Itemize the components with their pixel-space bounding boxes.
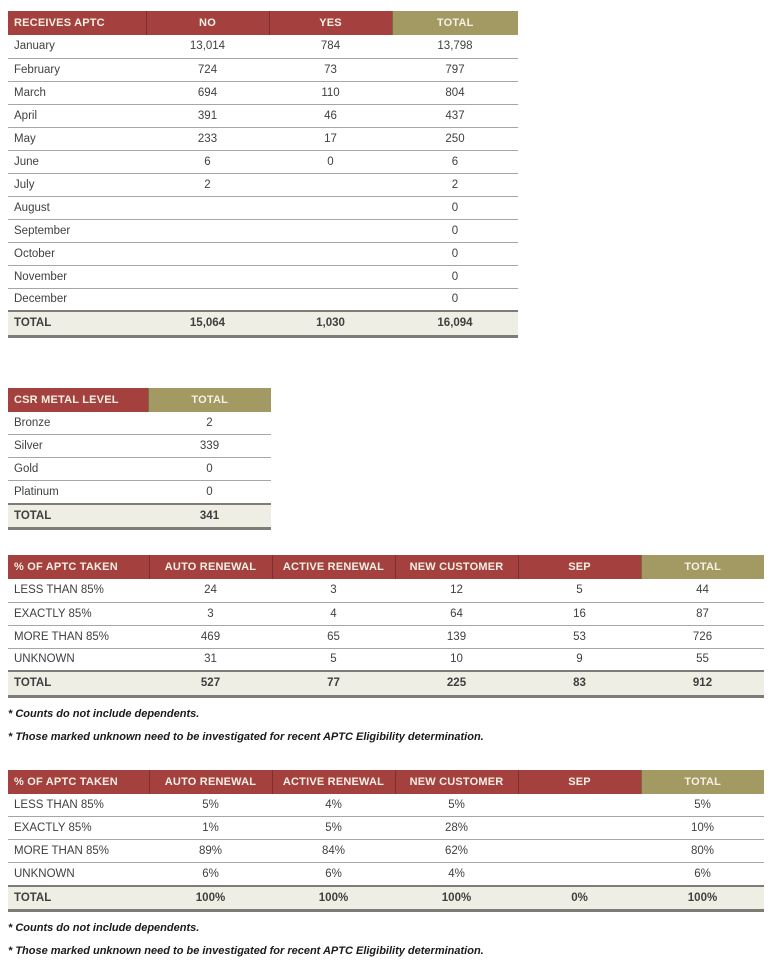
cell: 797 [445,63,465,76]
header-row [8,388,271,412]
cell: 44 [696,584,709,597]
table-row [8,579,764,602]
row-label: April [14,109,38,122]
cell: 3 [207,607,214,620]
cell: 139 [446,630,467,643]
cell: 2 [206,416,213,429]
cell: 73 [324,63,337,76]
cell: 694 [197,86,218,99]
cell: 804 [445,86,465,99]
column-header-total: TOTAL [641,770,764,794]
row-label: LESS THAN 85% [14,798,104,811]
cell: 12 [450,584,463,597]
header-row [8,11,518,35]
column-header-sep: SEP [518,770,641,794]
table-row [8,58,518,81]
cell: 100% [687,891,718,904]
cell: 15,064 [189,317,226,330]
row-label: Gold [14,463,39,475]
table-row [8,81,518,104]
table-row [8,840,764,863]
table-row [8,602,764,625]
footnote-dependents-percent: * Counts do not include dependents. [8,922,200,934]
cell: 6 [451,155,459,168]
cell [518,794,641,817]
cell [269,288,392,311]
table-row [8,648,764,671]
column-header-active-renewal: ACTIVE RENEWAL [272,770,395,794]
cell: 100% [318,891,349,904]
cell: 437 [445,109,465,122]
cell: 0 [451,270,459,283]
cell: 100% [195,891,226,904]
table-row [8,625,764,648]
table-row [8,435,271,458]
cell: 6% [202,867,219,880]
table-row [8,196,518,219]
cell: 77 [327,677,340,690]
cell: 250 [445,132,465,145]
cell: 225 [446,677,467,690]
cell: 5% [694,798,711,811]
cell: 83 [573,677,586,690]
cell [146,288,269,311]
row-label: MORE THAN 85% [14,630,110,643]
row-label: July [14,178,35,191]
cell [518,863,641,886]
cell [269,242,392,265]
cell: 2 [204,178,211,191]
column-header-total: TOTAL [392,11,518,35]
header-row [8,555,764,579]
aptc-taken-percent-table [8,770,764,913]
header-row [8,770,764,794]
cell [146,219,269,242]
cell: 5 [576,584,583,597]
row-label: TOTAL [14,509,52,522]
cell: 0 [451,247,459,260]
cell [269,219,392,242]
table-row [8,817,764,840]
cell [269,265,392,288]
column-header-auto-renewal: AUTO RENEWAL [149,770,272,794]
table-row [8,863,764,886]
cell: 0 [327,155,334,168]
row-label: EXACTLY 85% [14,607,92,620]
cell: 100% [441,891,472,904]
cell: 17 [324,132,337,145]
cell: 31 [204,653,217,666]
cell: 1,030 [316,317,345,330]
column-header-of-aptc-taken: % OF APTC TAKEN [8,770,149,794]
cell: 53 [573,630,586,643]
cell: 3 [330,584,337,597]
cell: 10 [450,653,463,666]
footnote-unknown-counts: * Those marked unknown need to be investigated for recent APTC Eligibility determination. [8,730,484,743]
row-label: UNKNOWN [14,653,75,666]
row-label: January [14,40,55,53]
cell: 55 [696,653,709,666]
row-label: August [14,201,50,214]
cell: 6% [325,867,342,880]
column-header-sep: SEP [518,555,641,579]
cell: 912 [692,677,713,690]
row-label: EXACTLY 85% [14,822,92,834]
cell: 341 [199,509,220,522]
cell [269,196,392,219]
row-label: Bronze [14,416,51,429]
cell: 64 [450,607,463,620]
table-row [8,412,271,435]
cell: 6 [204,155,211,168]
cell: 6% [694,867,711,880]
cell: 28% [444,822,469,834]
cell: 4% [325,798,342,811]
total-row [8,311,518,336]
cell: 1% [202,822,219,834]
table-row [8,242,518,265]
cell: 62% [444,845,469,857]
column-header-total: TOTAL [148,388,271,412]
cell: 80% [690,845,715,857]
cell: 13,014 [189,40,226,53]
cell: 233 [197,132,218,145]
cell: 110 [321,86,340,99]
cell: 16 [573,607,586,620]
table-row [8,458,271,481]
column-header-no: NO [146,11,269,35]
footnote-dependents-counts: * Counts do not include dependents. [8,707,200,720]
total-row [8,886,764,911]
cell: 4% [448,867,465,880]
receives-aptc-table [8,11,518,338]
cell: 0 [206,485,213,498]
total-row [8,671,764,696]
cell: 724 [197,63,218,76]
row-label: February [14,63,61,76]
aptc-taken-count-table [8,555,764,698]
cell: 16,094 [437,317,473,330]
table-row [8,35,518,58]
table-row [8,288,518,311]
row-label: December [14,293,68,306]
table-row [8,219,518,242]
cell: 784 [320,40,341,53]
cell [269,173,392,196]
table-row [8,265,518,288]
cell: 339 [199,440,220,452]
row-label: Silver [14,440,43,452]
column-header-csr-metal-level: CSR METAL LEVEL [8,388,148,412]
column-header-yes: YES [269,11,392,35]
cell [518,840,641,863]
row-label: MORE THAN 85% [14,845,110,857]
cell: 46 [324,109,337,122]
row-label: May [14,132,36,145]
total-row [8,504,271,529]
cell [146,265,269,288]
table-row [8,481,271,504]
cell: 5 [330,653,337,666]
cell: 0 [451,293,459,306]
cell: 5% [325,822,342,834]
column-header-receives-aptc: RECEIVES APTC [8,11,146,35]
footnote-unknown-percent: * Those marked unknown need to be investigated for recent APTC Eligibility determination. [8,945,484,957]
cell: 4 [330,607,337,620]
row-label: November [14,270,68,283]
cell: 0 [206,463,213,475]
cell: 726 [692,630,713,643]
column-header-total: TOTAL [641,555,764,579]
row-label: September [14,224,71,237]
column-header-auto-renewal: AUTO RENEWAL [149,555,272,579]
row-label: TOTAL [14,317,52,330]
cell: 87 [696,607,709,620]
row-label: Platinum [14,485,59,498]
row-label: March [14,86,46,99]
row-label: June [14,155,39,168]
cell: 13,798 [437,40,473,53]
cell: 65 [327,630,340,643]
cell: 2 [451,178,459,191]
column-header-active-renewal: ACTIVE RENEWAL [272,555,395,579]
row-label: October [14,247,55,260]
column-header-new-customer: NEW CUSTOMER [395,555,518,579]
cell: 0 [451,201,459,214]
table-row [8,127,518,150]
table-row [8,150,518,173]
csr-metal-level-table [8,388,271,531]
row-label: UNKNOWN [14,867,75,880]
cell [146,196,269,219]
cell: 0% [571,891,588,904]
cell: 391 [197,109,218,122]
row-label: TOTAL [14,891,52,904]
row-label: TOTAL [14,677,52,690]
table-row [8,173,518,196]
cell: 5% [448,798,465,811]
cell: 9 [576,653,583,666]
cell: 0 [451,224,459,237]
cell: 24 [204,584,217,597]
cell: 10% [690,822,715,834]
cell: 5% [202,798,219,811]
cell [518,817,641,840]
column-header-new-customer: NEW CUSTOMER [395,770,518,794]
cell: 89% [198,845,223,857]
row-label: LESS THAN 85% [14,584,104,597]
table-row [8,794,764,817]
cell: 527 [200,677,221,690]
table-row [8,104,518,127]
cell [146,242,269,265]
column-header-of-aptc-taken: % OF APTC TAKEN [8,555,149,579]
cell: 469 [200,630,221,643]
cell: 84% [321,845,346,857]
